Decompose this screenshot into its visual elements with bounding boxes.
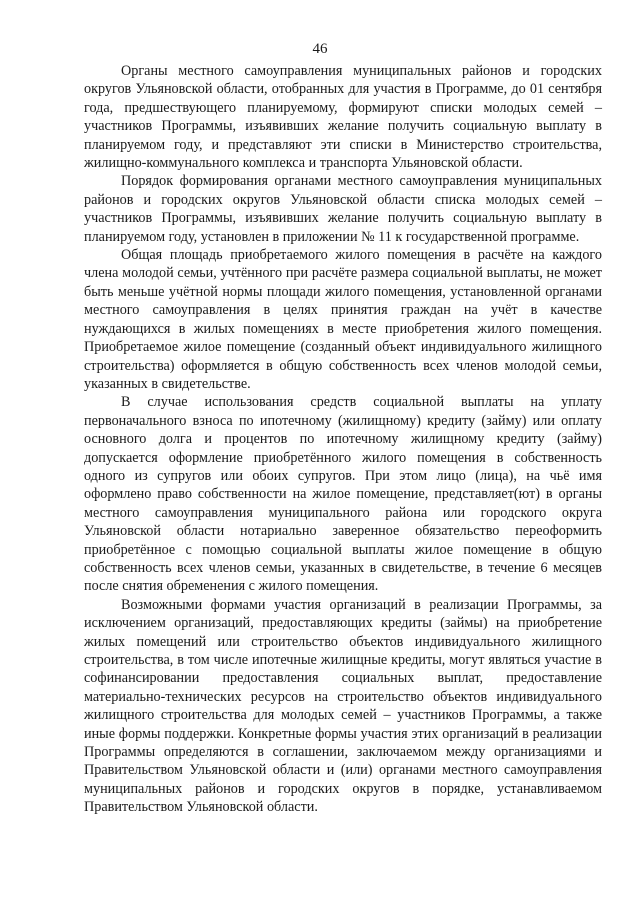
page-number: 46 (312, 41, 328, 57)
body-text (84, 62, 602, 817)
paragraph-5: Возможными формами участия организаций в реализации Программы, за исключением организаций, предоставляющих кредиты (займы) на приобретение жилых помещений или строительство объектов индивидуального жилищного строительства, в том числе ипотечные жилищные кредиты, могут являться участие в софинансировании предоставления социальных выплат, предоставление материально-технических ресурсов на строительство объектов индивидуального жилищного строительства для молодых семей – участников Программы, а также иные формы поддержки. Конкретные формы участия этих организаций в реализации Программы определяются в соглашении, заключаемом между организациями и Правительством Ульяновской области и (или) органами местного самоуправления муниципальных районов и городских округов в порядке, устанавливаемом Правительством Ульяновской области. (84, 596, 602, 816)
paragraph-4: В случае использования средств социальной выплаты на уплату первоначального взноса по ипотечному (жилищному) кредиту (займу) или оплату основного долга и процентов по ипотечному жилищному кредиту (займу) допускается оформление приобретённого жилого помещения в собственность одного из супругов или обоих супругов. При этом лицо (лица), на чьё имя оформлено право собственности на жилое помещение, представляет(ют) в органы местного самоуправления муниципального района или городского округа Ульяновской области нотариально заверенное обязательство переоформить приобретённое с помощью социальной выплаты жилое помещение в общую собственность всех членов семьи, указанных в свидетельстве, в течение 6 месяцев после снятия обременения с жилого помещения. (84, 394, 602, 595)
paragraph-2: Порядок формирования органами местного самоуправления муниципальных районов и городских округов Ульяновской области списка молодых семей – участников Программы, изъявивших желание получить социальную выплату в планируемом году, установлен в приложении № 11 к государственной программе. (84, 173, 602, 245)
paragraph-3: Общая площадь приобретаемого жилого помещения в расчёте на каждого члена молодой семьи, учтённого при расчёте размера социальной выплаты, не может быть меньше учётной нормы площади жилого помещения, установленной органами местного самоуправления в целях принятия граждан на учёт в качестве нуждающихся в жилых помещениях в месте приобретения жилого помещения. Приобретаемое жилое помещение (созданный объект индивидуального жилищного строительства) оформляется в общую собственность всех членов молодой семьи, указанных в свидетельстве. (84, 247, 602, 392)
paragraph-1: Органы местного самоуправления муниципальных районов и городских округов Ульяновской области, отобранных для участия в Программе, до 01 сентября года, предшествующего планируемому, формируют списки молодых семей – участников Программы, изъявивших желание получить социальную выплату в планируемом году, и представляют эти списки в Министерство строительства, жилищно-коммунального комплекса и транспорта Ульяновской области. (84, 63, 602, 172)
